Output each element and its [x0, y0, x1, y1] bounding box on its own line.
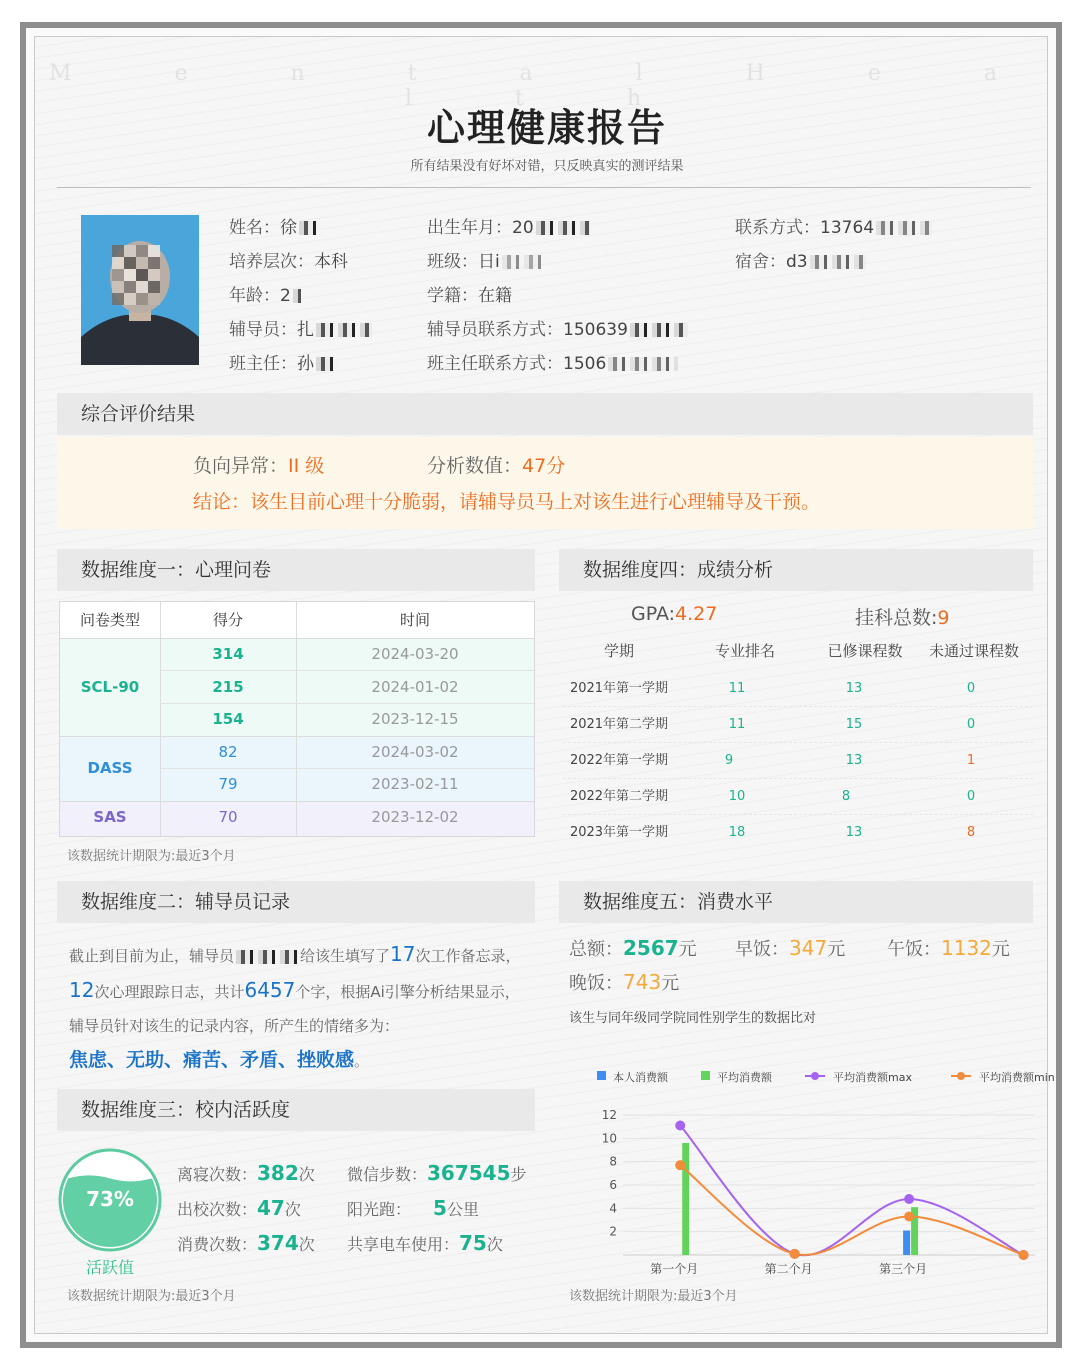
- watermark: M e n t a l H e a l t h: [49, 61, 1045, 111]
- redaction-mask: [608, 357, 678, 371]
- stat-unit: 次: [298, 1235, 315, 1254]
- x-tick-label: 第二个月: [764, 1262, 813, 1276]
- grades-row: [563, 707, 1033, 743]
- grades-row: [563, 779, 1033, 815]
- birth-value: 20: [512, 218, 534, 238]
- series-line: [680, 1126, 1023, 1256]
- spend-value: 743: [623, 970, 662, 994]
- rank-cell: 11: [728, 681, 746, 696]
- grades-row: [563, 743, 1033, 779]
- conclusion-text: 结论：该生目前心理十分脆弱，请辅导员马上对该生进行心理辅导及干预。: [193, 491, 821, 513]
- data-point: [1019, 1250, 1029, 1260]
- x-tick-label: 第一个月: [650, 1262, 699, 1276]
- score-cell: 154: [212, 710, 244, 728]
- grades-row: [563, 671, 1033, 707]
- counselor-record-text: [69, 937, 529, 1078]
- legend-swatch: [957, 1072, 965, 1080]
- date-cell: 2023-12-02: [371, 808, 459, 826]
- spend-breakfast: [735, 935, 845, 961]
- y-tick-label: 6: [609, 1178, 617, 1192]
- field-status: [427, 281, 512, 306]
- work-count: 17: [390, 942, 416, 966]
- section-grades-header: 数据维度四：成绩分析: [559, 549, 1033, 591]
- birth-label: 出生年月：: [427, 218, 512, 238]
- stat-label: 离寝次数：: [177, 1165, 258, 1184]
- courses-cell: 13: [845, 825, 863, 840]
- spend-lunch: [887, 935, 1010, 961]
- teacher-label: 班主任：: [229, 354, 297, 374]
- date-cell: 2024-03-02: [371, 743, 459, 761]
- evaluation-panel: [57, 437, 1033, 529]
- stat-run: [347, 1196, 479, 1220]
- date-cell: 2023-12-15: [371, 710, 459, 728]
- spend-value: 347: [789, 936, 828, 960]
- redaction-mask: [810, 255, 866, 269]
- dorm-label: 宿舍：: [735, 252, 786, 272]
- class-label: 班级：: [427, 252, 478, 272]
- stat-unit: 次: [284, 1200, 301, 1219]
- spend-unit: 元: [991, 939, 1010, 960]
- compare-title: 该生与同年级同学院同性别学生的数据比对: [569, 1011, 817, 1026]
- gpa-label: GPA:: [631, 603, 676, 625]
- spend-total: [569, 935, 697, 961]
- score-cell: 314: [212, 645, 244, 663]
- data-point: [790, 1249, 800, 1259]
- failed-cell: 0: [966, 717, 976, 732]
- x-tick-label: 第三个月: [879, 1262, 928, 1276]
- stat-dorm-leave: [177, 1161, 315, 1185]
- stat-value: 5: [433, 1196, 447, 1220]
- counselor-contact-label: 辅导员联系方式：: [427, 320, 563, 340]
- record-text-end: 。: [354, 1052, 370, 1070]
- name-value: 徐: [280, 218, 297, 238]
- record-text-2: 给该生填写了: [300, 947, 391, 965]
- field-counselor: [229, 315, 372, 340]
- field-age: [229, 281, 301, 306]
- col-header-time: 时间: [399, 611, 430, 629]
- track-count: 12: [69, 978, 95, 1002]
- fail-label: 挂科总数:: [855, 607, 938, 629]
- rank-cell: 11: [728, 717, 746, 732]
- activity-label: 活跃值: [85, 1258, 134, 1277]
- stat-label: 消费次数：: [177, 1235, 258, 1254]
- stat-label: 阳光跑：: [347, 1200, 412, 1219]
- report-frame: [20, 22, 1062, 1348]
- activity-gauge: [57, 1147, 163, 1253]
- spend-dinner: [569, 969, 679, 995]
- failed-cell: 0: [966, 681, 976, 696]
- stat-label: 共享电车使用：: [347, 1235, 460, 1254]
- term-cell: 2022年第一学期: [569, 753, 669, 768]
- activity-note: 该数据统计期限为:最近3个月: [67, 1289, 236, 1304]
- redaction-mask: [630, 323, 688, 337]
- type-sas: SAS: [93, 808, 127, 826]
- section-counselor-header: 数据维度二：辅导员记录: [57, 881, 535, 923]
- legend-label: 本人消费额: [613, 1071, 668, 1084]
- gpa: [631, 603, 717, 625]
- legend-swatch: [597, 1071, 606, 1080]
- score-cell: 82: [218, 743, 238, 761]
- stat-value: 367545: [427, 1161, 511, 1185]
- contact-value: 13764: [820, 218, 875, 238]
- term-cell: 2023年第一学期: [569, 825, 669, 840]
- spend-unit: 元: [827, 939, 846, 960]
- record-text-5: 个字，根据Ai引擎分析结果显示，辅导员针对该生的记录内容，所产生的情绪多为：: [69, 983, 520, 1035]
- term-cell: 2022年第二学期: [569, 789, 669, 804]
- stat-steps: [347, 1161, 527, 1185]
- stat-unit: 次: [486, 1235, 503, 1254]
- date-cell: 2024-01-02: [371, 678, 459, 696]
- emotion-keywords: 焦虑、无助、痛苦、矛盾、挫败感: [69, 1049, 355, 1071]
- spend-label: 晚饭：: [569, 973, 623, 994]
- field-contact: [735, 213, 932, 238]
- field-class: [427, 247, 542, 272]
- negative-level: [193, 451, 324, 478]
- col-header-rank: 专业排名: [714, 642, 775, 660]
- spend-value: 2567: [623, 936, 679, 960]
- type-scl90: SCL-90: [80, 678, 140, 696]
- section-evaluation-header: 综合评价结果: [57, 393, 1033, 435]
- spend-value: 1132: [941, 936, 992, 960]
- redaction-mask: [293, 289, 301, 303]
- stat-value: 382: [257, 1161, 299, 1185]
- teacher-contact-label: 班主任联系方式：: [427, 354, 563, 374]
- date-cell: 2023-02-11: [371, 775, 459, 793]
- spend-label: 总额：: [569, 939, 623, 960]
- stat-unit: 次: [298, 1165, 315, 1184]
- questionnaire-note: 该数据统计期限为:最近3个月: [67, 849, 236, 864]
- score-label: 分析数值：: [427, 455, 523, 477]
- stat-spend: [177, 1231, 315, 1255]
- courses-cell: 15: [845, 717, 863, 732]
- failed-cell: 0: [966, 789, 976, 804]
- rank-cell: 10: [728, 789, 746, 804]
- negative-value: II 级: [288, 455, 325, 477]
- legend-swatch: [811, 1072, 819, 1080]
- class-value: 日i: [478, 252, 500, 272]
- analysis-score: [427, 451, 565, 478]
- col-header-type: 问卷类型: [79, 611, 140, 629]
- field-teacher-contact: [427, 349, 678, 374]
- col-header-courses: 已修课程数: [827, 642, 903, 660]
- spend-unit: 元: [678, 939, 697, 960]
- series-line: [680, 1165, 1023, 1255]
- courses-cell: 13: [845, 681, 863, 696]
- rank-cell: 18: [728, 825, 746, 840]
- grades-table: [559, 633, 1033, 853]
- legend-label: 平均消费额max: [833, 1071, 912, 1084]
- field-counselor-contact: [427, 315, 688, 340]
- word-count: 6457: [244, 978, 296, 1002]
- y-tick-label: 8: [609, 1154, 617, 1169]
- grades-header-row: [563, 633, 1033, 669]
- record-text-1: 截止到目前为止，辅导员: [69, 947, 235, 965]
- field-level: [229, 247, 348, 272]
- y-tick-label: 12: [601, 1108, 617, 1122]
- activity-percent: 73%: [86, 1187, 134, 1211]
- redaction-mask: [236, 950, 300, 964]
- spend-label: 午饭：: [887, 939, 941, 960]
- data-point: [675, 1160, 685, 1170]
- teacher-value: 孙: [297, 354, 314, 374]
- y-tick-label: 2: [609, 1224, 617, 1239]
- level-value: 本科: [314, 252, 348, 272]
- failed-cell: 8: [966, 825, 976, 840]
- student-photo: [81, 215, 199, 365]
- rank-cell: 9: [724, 753, 734, 768]
- stat-label: 微信步数：: [347, 1165, 428, 1184]
- name-label: 姓名：: [229, 218, 280, 238]
- stat-value: 75: [459, 1231, 487, 1255]
- stat-label: 出校次数：: [177, 1200, 258, 1219]
- fail-value: 9: [937, 607, 950, 629]
- section-questionnaire-header: 数据维度一：心理问卷: [57, 549, 535, 591]
- score-value: 47分: [522, 455, 566, 477]
- bar: [903, 1231, 910, 1256]
- data-point: [675, 1121, 685, 1131]
- consumption-note: 该数据统计期限为:最近3个月: [569, 1289, 738, 1304]
- y-tick-label: 4: [609, 1201, 617, 1216]
- data-point: [904, 1212, 914, 1222]
- y-tick-label: 10: [601, 1131, 617, 1146]
- consumption-chart-svg: [563, 1033, 1055, 1276]
- stat-value: 374: [257, 1231, 299, 1255]
- courses-cell: 13: [845, 753, 863, 768]
- legend-label: 平均消费额: [717, 1071, 772, 1084]
- status-value: 在籍: [478, 286, 512, 306]
- page-subtitle: 所有结果没有好坏对错，只反映真实的测评结果: [410, 159, 684, 174]
- redaction-mask: [316, 357, 338, 371]
- fail-total: [855, 603, 950, 630]
- field-teacher: [229, 349, 338, 374]
- gpa-value: 4.27: [675, 603, 718, 625]
- legend-label: 平均消费额min: [979, 1071, 1055, 1084]
- bar: [682, 1143, 689, 1255]
- data-point: [904, 1194, 914, 1204]
- spend-unit: 元: [661, 973, 680, 994]
- redaction-mask: [316, 323, 372, 337]
- stat-unit: 步: [510, 1165, 527, 1184]
- report-page: [34, 36, 1055, 1334]
- term-cell: 2021年第一学期: [569, 681, 669, 696]
- col-header-score: 得分: [212, 611, 243, 629]
- teacher-contact-value: 1506: [563, 354, 607, 374]
- age-label: 年龄：: [229, 286, 280, 306]
- term-cell: 2021年第二学期: [569, 717, 669, 732]
- stat-out: [177, 1196, 301, 1220]
- consumption-chart: [563, 1033, 1055, 1276]
- age-value: 2: [280, 286, 291, 306]
- counselor-label: 辅导员：: [229, 320, 297, 340]
- field-dorm: [735, 247, 866, 272]
- stat-unit: 公里: [446, 1200, 479, 1219]
- record-text-3: 次工作备忘录，: [415, 947, 521, 965]
- spend-label: 早饭：: [735, 939, 789, 960]
- divider: [57, 187, 1031, 188]
- section-consumption-header: 数据维度五：消费水平: [559, 881, 1033, 923]
- level-label: 培养层次：: [229, 252, 314, 272]
- score-cell: 215: [212, 678, 244, 696]
- redaction-mask: [876, 221, 932, 235]
- status-label: 学籍：: [427, 286, 478, 306]
- field-birth: [427, 213, 590, 238]
- redaction-mask: [299, 221, 321, 235]
- counselor-contact-value: 150639: [563, 320, 628, 340]
- dorm-value: d3: [786, 252, 808, 272]
- failed-cell: 1: [966, 753, 976, 768]
- page-title: 心理健康报告: [426, 106, 667, 150]
- date-cell: 2024-03-20: [371, 645, 459, 663]
- record-text-4: 次心理跟踪日志，共计: [94, 983, 245, 1001]
- score-cell: 79: [218, 775, 238, 793]
- grades-row: [563, 815, 1033, 851]
- contact-label: 联系方式：: [735, 218, 820, 238]
- stat-bike: [347, 1231, 503, 1255]
- counselor-value: 扎: [297, 320, 314, 340]
- col-header-term: 学期: [603, 642, 634, 660]
- section-activity-header: 数据维度三：校内活跃度: [57, 1089, 535, 1131]
- col-header-failed: 未通过课程数: [928, 642, 1019, 660]
- legend-swatch: [701, 1071, 710, 1080]
- stat-value: 47: [257, 1196, 285, 1220]
- type-dass: DASS: [87, 759, 133, 777]
- questionnaire-table: [59, 601, 535, 837]
- field-name: [229, 213, 321, 238]
- courses-cell: 8: [841, 789, 851, 804]
- score-cell: 70: [218, 808, 238, 826]
- redaction-mask: [536, 221, 590, 235]
- negative-label: 负向异常：: [193, 455, 289, 477]
- redaction-mask: [502, 255, 542, 269]
